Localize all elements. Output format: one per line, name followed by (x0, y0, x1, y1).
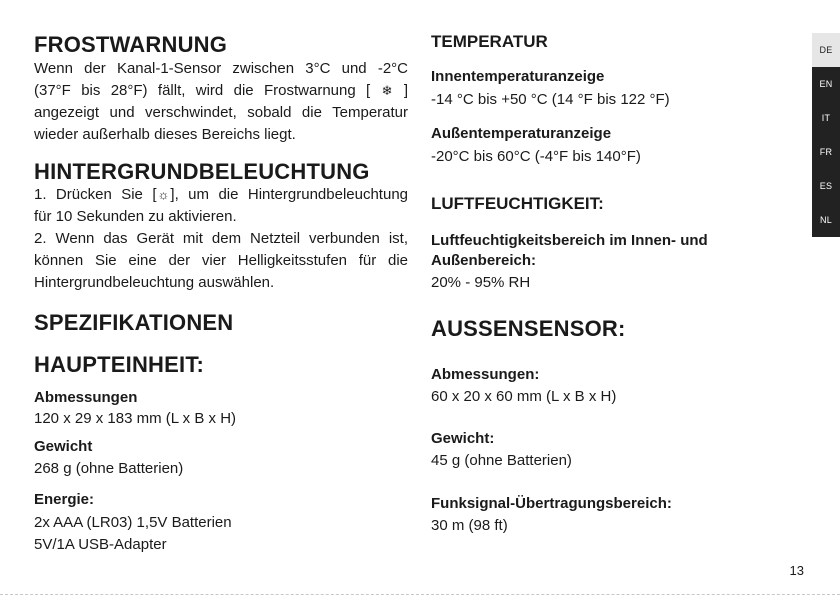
outdoor-sensor-heading: AUSSENSENSOR: (431, 316, 626, 341)
specs-heading: SPEZIFIKATIONEN (34, 310, 234, 335)
backlight-text (34, 184, 408, 294)
language-tab-nl[interactable]: NL (819, 215, 833, 225)
sensor-dim-label: Abmessungen: (431, 366, 540, 383)
backlight-step1 (34, 184, 408, 206)
sensor-range-value: 30 m (98 ft) (431, 517, 508, 534)
backlight-step1a: 1. Drücken Sie [ (34, 186, 157, 203)
temperature-heading: TEMPERATUR (431, 32, 548, 51)
humidity-heading: LUFTFEUCHTIGKEIT: (431, 194, 604, 213)
indoor-temp-value: -14 °C bis +50 °C (14 °F bis 122 °F) (431, 91, 670, 108)
frost-line-4: wieder außerhalb dieses Bereichs liegt. (34, 126, 296, 143)
outdoor-temp-label: Außentemperaturanzeige (431, 125, 612, 142)
sensor-dim-value: 60 x 20 x 60 mm (L x B x H) (431, 388, 617, 405)
frost-line-2b: ] (403, 82, 409, 99)
backlight-step2-l1: 2. Wenn das Gerät mit dem Netzteil verbunden ist, (34, 230, 408, 247)
frost-line-3: angezeigt und verschwindet, sobald die Temperatur (34, 104, 408, 121)
language-tabs (812, 33, 840, 237)
sensor-weight-label: Gewicht: (431, 430, 495, 447)
snowflake-icon: ❄ (381, 83, 393, 98)
main-weight-label: Gewicht (34, 438, 93, 455)
frost-line-2a: (37°F bis 28°F) fällt, wird die Frostwarnung [ (34, 82, 371, 99)
sensor-range-label: Funksignal-Übertragungsbereich: (431, 495, 672, 512)
page-number: 13 (789, 563, 804, 578)
footer-divider (0, 594, 840, 595)
humidity-value: 20% - 95% RH (431, 274, 531, 291)
backlight-heading: HINTERGRUNDBELEUCHTUNG (34, 159, 370, 184)
main-dim-label: Abmessungen (34, 389, 138, 406)
humidity-label-line1: Luftfeuchtigkeitsbereich im Innen- und (431, 232, 708, 249)
language-tab-en[interactable]: EN (819, 79, 833, 89)
main-unit-heading: HAUPTEINHEIT: (34, 352, 205, 377)
sensor-weight-value: 45 g (ohne Batterien) (431, 452, 572, 469)
main-power-value-1: 2x AAA (LR03) 1,5V Batterien (34, 514, 232, 531)
language-tab-de[interactable]: DE (812, 33, 840, 67)
indoor-temp-label: Innentemperaturanzeige (431, 68, 605, 85)
humidity-label-line2: Außenbereich: (431, 252, 537, 269)
backlight-step1b: ], um die Hintergrundbeleuchtung (170, 186, 409, 203)
language-tab-fr[interactable]: FR (819, 147, 833, 157)
frost-warning-heading: FROSTWARNUNG (34, 32, 228, 57)
backlight-step1-cont: für 10 Sekunden zu aktivieren. (34, 208, 237, 225)
frost-line-1: Wenn der Kanal-1-Sensor zwischen 3°C und -2°C (34, 60, 408, 77)
main-power-value-2: 5V/1A USB-Adapter (34, 536, 167, 553)
backlight-step2-l2: können Sie eine der vier Helligkeitsstufen für die (34, 252, 408, 269)
sun-icon: ☼ (157, 187, 170, 202)
frost-line-2 (34, 80, 408, 102)
backlight-step2-l3: Hintergrundbeleuchtung auswählen. (34, 274, 275, 291)
main-weight-value: 268 g (ohne Batterien) (34, 460, 184, 477)
language-tab-es[interactable]: ES (819, 181, 833, 191)
language-tab-it[interactable]: IT (821, 113, 831, 123)
main-power-label: Energie: (34, 491, 95, 508)
outdoor-temp-value: -20°C bis 60°C (-4°F bis 140°F) (431, 148, 641, 165)
main-dim-value: 120 x 29 x 183 mm (L x B x H) (34, 410, 237, 427)
frost-warning-text (34, 58, 408, 146)
